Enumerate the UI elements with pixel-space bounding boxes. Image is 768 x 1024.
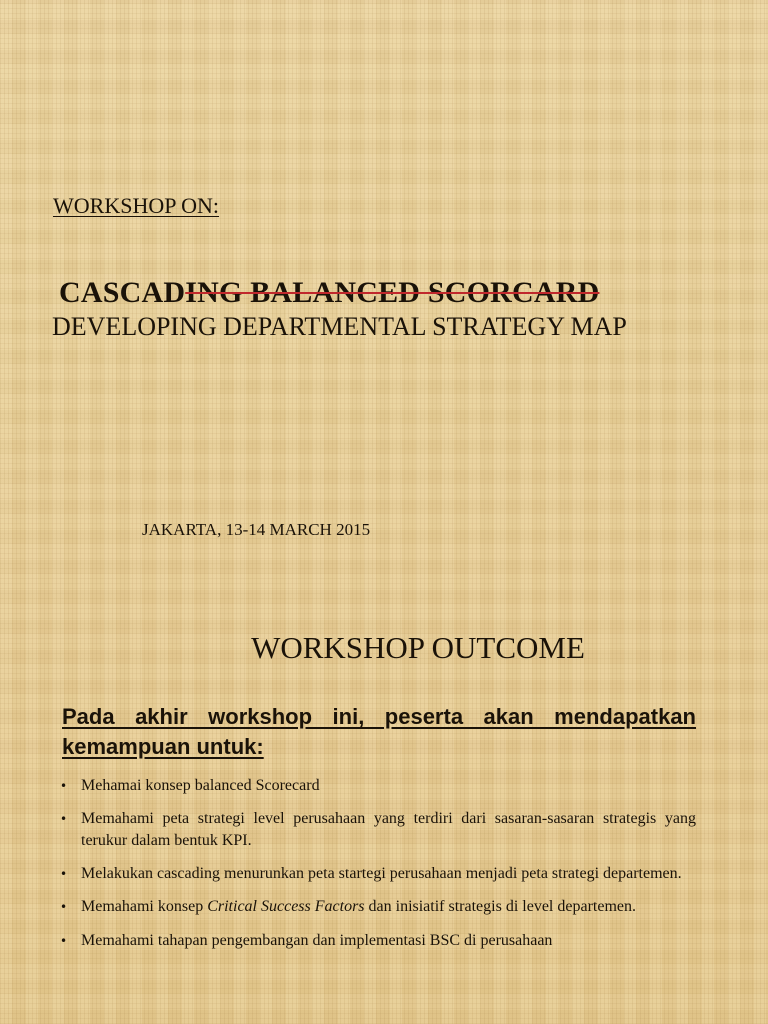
list-item-text: Melakukan cascading menurunkan peta startegi perusahaan menjadi peta strategi departemen.: [81, 865, 682, 882]
bullet-icon: •: [60, 867, 68, 881]
bullet-icon: •: [60, 934, 68, 948]
list-item: [60, 808, 696, 852]
list-item: [60, 863, 696, 885]
outcome-heading: WORKSHOP OUTCOME: [251, 630, 585, 665]
bullet-icon: •: [60, 900, 68, 914]
list-item-text-after: dan inisiatif strategis di level departemen.: [364, 898, 636, 915]
list-item: [60, 775, 696, 797]
list-item: [60, 930, 696, 952]
main-title: [59, 276, 599, 310]
list-item-text-before: Memahami konsep: [81, 898, 208, 915]
list-item: [60, 896, 696, 918]
list-item-text: Mehamai konsep balanced Scorecard: [81, 777, 320, 794]
intro-paragraph: Pada akhir workshop ini, peserta akan mendapatkan kemampuan untuk:: [62, 704, 696, 759]
bullet-icon: •: [60, 812, 68, 826]
subtitle: DEVELOPING DEPARTMENTAL STRATEGY MAP: [52, 312, 627, 341]
workshop-label: WORKSHOP ON:: [53, 193, 220, 218]
list-item-text: Memahami tahapan pengembangan dan implementasi BSC di perusahaan: [81, 932, 553, 949]
list-item-text: Memahami peta strategi level perusahaan yang terdiri dari sasaran-sasaran strategis yang terukur dalam bentuk KPI.: [81, 810, 696, 849]
list-item-italic-term: Critical Success Factors: [207, 898, 365, 915]
event-location-date: JAKARTA, 13-14 MARCH 2015: [142, 520, 371, 539]
outcome-list: [60, 775, 696, 963]
title-struck-part: ING BALANCED SCORCARD: [185, 276, 600, 309]
bullet-icon: •: [60, 779, 68, 793]
title-plain-part: CASCAD: [59, 276, 186, 309]
